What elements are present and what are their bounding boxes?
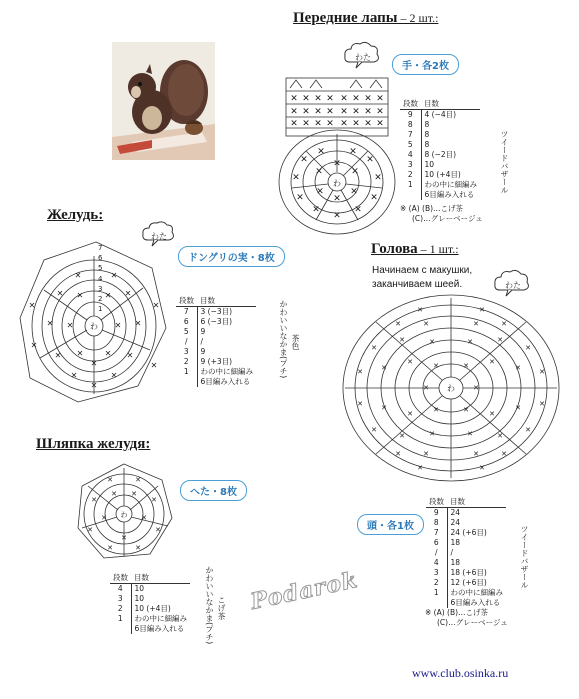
svg-text:✕: ✕ xyxy=(333,159,341,169)
svg-text:✕: ✕ xyxy=(302,107,310,117)
svg-text:✕: ✕ xyxy=(473,450,479,458)
cap-row xyxy=(110,614,190,624)
head-row-number: 6 xyxy=(426,538,447,548)
svg-text:1: 1 xyxy=(98,305,103,313)
svg-text:✕: ✕ xyxy=(126,351,134,360)
svg-text:2: 2 xyxy=(98,295,103,303)
paws-row xyxy=(400,150,480,160)
head-row xyxy=(426,578,506,588)
paws-row-number: 8 xyxy=(400,120,421,130)
cap-yarn-label: かわいいなかま(プチ) xyxy=(205,566,214,645)
head-note xyxy=(372,264,472,292)
head-chart xyxy=(340,292,562,484)
acorn-title: Желудь: xyxy=(47,207,104,223)
head-note-line-2: заканчиваем шеей. xyxy=(372,279,463,290)
svg-text:✕: ✕ xyxy=(423,450,429,458)
head-row xyxy=(426,598,506,608)
svg-text:✕: ✕ xyxy=(302,119,310,129)
svg-text:✕: ✕ xyxy=(76,291,84,300)
svg-text:✕: ✕ xyxy=(376,119,384,129)
svg-text:6: 6 xyxy=(98,254,103,262)
acorn-row-number: 3 xyxy=(176,347,197,357)
acorn-row xyxy=(176,337,256,347)
acorn-stitch-count: 9 xyxy=(200,347,206,356)
svg-text:✕: ✕ xyxy=(467,338,473,346)
head-table xyxy=(426,496,506,608)
paws-row-number: 7 xyxy=(400,130,421,140)
cap-stitch-count: 10 xyxy=(134,584,145,593)
svg-text:✕: ✕ xyxy=(315,167,323,177)
acorn-row xyxy=(176,357,256,367)
svg-text:✕: ✕ xyxy=(501,450,507,458)
cap-center-label: わ xyxy=(120,511,128,519)
paws-row-number xyxy=(400,190,421,200)
cap-pill-label: へた・8枚 xyxy=(180,480,247,501)
head-row-number: 2 xyxy=(426,578,447,588)
svg-text:3: 3 xyxy=(98,285,103,293)
svg-text:5: 5 xyxy=(98,264,103,272)
svg-text:✕: ✕ xyxy=(314,94,322,104)
paws-center-label: わ xyxy=(333,179,341,188)
svg-text:✕: ✕ xyxy=(124,289,132,298)
cap-row-number xyxy=(110,624,131,634)
paws-title: Передние лапы – 2 шт.: xyxy=(293,10,439,26)
head-row-number: 3 xyxy=(426,568,447,578)
svg-text:✕: ✕ xyxy=(433,406,439,414)
paws-stitch-count: 8 (−2目) xyxy=(424,150,457,159)
paws-stitch-count: 8 xyxy=(424,140,430,149)
head-stitch-count: 18 (+6目) xyxy=(450,568,487,577)
svg-text:✕: ✕ xyxy=(296,193,304,203)
svg-text:✕: ✕ xyxy=(317,147,325,157)
head-stitch-count: 12 (+6目) xyxy=(450,578,487,587)
svg-text:✕: ✕ xyxy=(302,94,310,104)
head-row-number: 7 xyxy=(426,528,447,538)
cap-chart xyxy=(74,462,174,562)
svg-text:✕: ✕ xyxy=(74,271,82,280)
svg-text:✕: ✕ xyxy=(91,496,97,504)
svg-text:✕: ✕ xyxy=(349,147,357,157)
head-title: Голова – 1 шт.: xyxy=(371,241,459,257)
svg-text:✕: ✕ xyxy=(497,336,503,344)
svg-text:✕: ✕ xyxy=(54,351,62,360)
acorn-stitch-count: わの中に細編み xyxy=(200,367,253,376)
paws-cloud-label: わた xyxy=(355,53,371,62)
svg-text:✕: ✕ xyxy=(340,94,348,104)
acorn-stitch-count: 6 (−3目) xyxy=(200,317,233,326)
acorn-row-number: / xyxy=(176,337,197,347)
cap-row-number: 1 xyxy=(110,614,131,624)
paws-row-number: 4 xyxy=(400,150,421,160)
paws-legend-line-1: ※ (A) (B)…こげ茶 xyxy=(400,204,464,213)
cap-title: Шляпка желудя: xyxy=(36,436,151,452)
svg-text:✕: ✕ xyxy=(467,430,473,438)
svg-text:✕: ✕ xyxy=(326,119,334,129)
cap-row xyxy=(110,584,190,595)
head-row xyxy=(426,588,506,598)
svg-text:✕: ✕ xyxy=(352,107,360,117)
cap-row-number: 3 xyxy=(110,594,131,604)
svg-text:✕: ✕ xyxy=(101,514,107,522)
svg-text:✕: ✕ xyxy=(333,194,341,204)
svg-text:✕: ✕ xyxy=(76,349,84,358)
head-stitch-count: 24 (+6目) xyxy=(450,528,487,537)
svg-text:✕: ✕ xyxy=(463,406,469,414)
svg-text:✕: ✕ xyxy=(290,107,298,117)
svg-text:✕: ✕ xyxy=(479,464,485,472)
head-row-number: 8 xyxy=(426,518,447,528)
svg-text:✕: ✕ xyxy=(515,404,521,412)
acorn-stitch-count: 9 (+3目) xyxy=(200,357,233,366)
svg-text:✕: ✕ xyxy=(87,526,93,534)
acorn-row xyxy=(176,317,256,327)
svg-text:✕: ✕ xyxy=(110,371,118,380)
svg-text:✕: ✕ xyxy=(473,384,479,392)
svg-text:✕: ✕ xyxy=(497,432,503,440)
paws-row xyxy=(400,120,480,130)
svg-text:✕: ✕ xyxy=(333,211,341,221)
svg-text:✕: ✕ xyxy=(150,361,158,370)
svg-text:✕: ✕ xyxy=(525,426,531,434)
paws-yarn-label: ツイードバザール xyxy=(500,130,509,194)
svg-text:✕: ✕ xyxy=(141,514,147,522)
svg-text:✕: ✕ xyxy=(90,359,98,368)
svg-text:✕: ✕ xyxy=(395,320,401,328)
head-row xyxy=(426,508,506,519)
svg-text:✕: ✕ xyxy=(340,107,348,117)
svg-text:✕: ✕ xyxy=(66,321,74,330)
acorn-row-number: 2 xyxy=(176,357,197,367)
acorn-stitch-count: 3 (−3目) xyxy=(200,307,233,316)
svg-text:✕: ✕ xyxy=(407,410,413,418)
svg-text:✕: ✕ xyxy=(525,344,531,352)
squirrel-illustration xyxy=(112,42,215,160)
head-stitch-count: 6目編み入れる xyxy=(450,598,501,607)
acorn-row-number: 6 xyxy=(176,317,197,327)
acorn-table xyxy=(176,295,256,387)
svg-text:✕: ✕ xyxy=(374,173,382,183)
cap-col-rows: 段数 xyxy=(110,572,131,584)
acorn-row xyxy=(176,367,256,377)
svg-text:✕: ✕ xyxy=(290,94,298,104)
head-stitch-count: 18 xyxy=(450,558,461,567)
acorn-stitch-count: 9 xyxy=(200,327,206,336)
paws-pill-label: 手・各2枚 xyxy=(392,54,459,75)
svg-text:✕: ✕ xyxy=(151,496,157,504)
svg-text:✕: ✕ xyxy=(399,432,405,440)
head-row-number xyxy=(426,598,447,608)
svg-text:✕: ✕ xyxy=(70,371,78,380)
cap-stitch-count: 10 (+4目) xyxy=(134,604,171,613)
svg-text:✕: ✕ xyxy=(135,476,141,484)
svg-text:✕: ✕ xyxy=(407,358,413,366)
svg-text:✕: ✕ xyxy=(357,368,363,376)
svg-text:✕: ✕ xyxy=(357,400,363,408)
head-row xyxy=(426,528,506,538)
svg-text:✕: ✕ xyxy=(104,349,112,358)
head-center-label: わ xyxy=(447,384,455,393)
acorn-stitch-count: / xyxy=(200,337,204,346)
svg-text:✕: ✕ xyxy=(489,410,495,418)
head-stitch-count: わの中に細編み xyxy=(450,588,503,597)
head-row-number: / xyxy=(426,548,447,558)
svg-text:✕: ✕ xyxy=(423,320,429,328)
svg-text:✕: ✕ xyxy=(340,119,348,129)
paws-table xyxy=(400,98,480,200)
svg-text:✕: ✕ xyxy=(370,193,378,203)
cap-row xyxy=(110,604,190,614)
svg-text:✕: ✕ xyxy=(395,450,401,458)
acorn-cloud-label: わた xyxy=(151,232,167,241)
paws-col-rows: 段数 xyxy=(400,98,421,110)
svg-text:✕: ✕ xyxy=(371,344,377,352)
acorn-row-number: 5 xyxy=(176,327,197,337)
svg-text:✕: ✕ xyxy=(364,119,372,129)
svg-text:✕: ✕ xyxy=(114,321,122,330)
svg-text:✕: ✕ xyxy=(28,301,36,310)
head-note-line-1: Начинаем с макушки, xyxy=(372,265,473,276)
head-yarn-label: ツイードバザール xyxy=(520,525,529,589)
svg-text:✕: ✕ xyxy=(111,490,117,498)
paws-row-number: 9 xyxy=(400,110,421,121)
head-row-number: 9 xyxy=(426,508,447,519)
paws-stitch-count: わの中に細編み xyxy=(424,180,477,189)
svg-text:✕: ✕ xyxy=(473,320,479,328)
acorn-row-labels xyxy=(98,244,103,313)
paws-stitch-count: 4 (−4目) xyxy=(424,110,457,119)
svg-text:✕: ✕ xyxy=(292,173,300,183)
svg-text:✕: ✕ xyxy=(290,119,298,129)
cap-stitch-count: 6目編み入れる xyxy=(134,624,185,633)
cap-row-number: 2 xyxy=(110,604,131,614)
svg-text:✕: ✕ xyxy=(376,94,384,104)
paws-stitch-count: 10 xyxy=(424,160,435,169)
head-row-number: 1 xyxy=(426,588,447,598)
paws-row xyxy=(400,110,480,121)
acorn-row-number: 7 xyxy=(176,307,197,318)
head-row-number: 4 xyxy=(426,558,447,568)
svg-text:✕: ✕ xyxy=(515,364,521,372)
head-stitch-count: 18 xyxy=(450,538,461,547)
svg-text:✕: ✕ xyxy=(107,476,113,484)
svg-text:✕: ✕ xyxy=(429,338,435,346)
svg-text:✕: ✕ xyxy=(155,526,161,534)
svg-text:✕: ✕ xyxy=(381,404,387,412)
acorn-center-label: わ xyxy=(90,322,98,331)
acorn-chart xyxy=(18,238,168,408)
paws-stitch-count: 8 xyxy=(424,120,430,129)
acorn-col-stitches: 目数 xyxy=(197,295,256,307)
acorn-yarn-label: かわいいなかま(プチ) xyxy=(279,300,288,379)
head-row xyxy=(426,548,506,558)
cap-row-number: 4 xyxy=(110,584,131,595)
svg-text:✕: ✕ xyxy=(463,362,469,370)
head-cloud-label: わた xyxy=(505,281,521,290)
head-row xyxy=(426,558,506,568)
cap-stitch-count: 10 xyxy=(134,594,145,603)
svg-text:✕: ✕ xyxy=(423,384,429,392)
head-row xyxy=(426,568,506,578)
paws-row-number: 1 xyxy=(400,180,421,190)
paws-row xyxy=(400,180,480,190)
svg-text:✕: ✕ xyxy=(352,119,360,129)
svg-text:✕: ✕ xyxy=(352,94,360,104)
cap-color-label: こげ茶 xyxy=(217,596,226,620)
acorn-row-number xyxy=(176,377,197,387)
svg-text:✕: ✕ xyxy=(417,306,423,314)
svg-text:✕: ✕ xyxy=(107,544,113,552)
svg-text:✕: ✕ xyxy=(135,544,141,552)
svg-text:✕: ✕ xyxy=(312,205,320,215)
acorn-row xyxy=(176,377,256,387)
cap-row xyxy=(110,624,190,634)
paws-legend xyxy=(400,204,483,224)
paws-row xyxy=(400,170,480,180)
svg-text:✕: ✕ xyxy=(131,490,137,498)
acorn-row xyxy=(176,347,256,357)
svg-text:✕: ✕ xyxy=(479,306,485,314)
svg-text:✕: ✕ xyxy=(376,107,384,117)
head-col-stitches: 目数 xyxy=(447,496,506,508)
svg-text:✕: ✕ xyxy=(134,319,142,328)
svg-text:✕: ✕ xyxy=(433,362,439,370)
paws-stitch-count: 10 (+4目) xyxy=(424,170,461,179)
svg-text:✕: ✕ xyxy=(316,187,324,197)
head-row xyxy=(426,538,506,548)
svg-text:✕: ✕ xyxy=(104,291,112,300)
source-url: www.club.osinka.ru xyxy=(412,666,509,680)
svg-text:✕: ✕ xyxy=(314,119,322,129)
svg-text:✕: ✕ xyxy=(489,358,495,366)
svg-text:✕: ✕ xyxy=(366,155,374,165)
svg-text:✕: ✕ xyxy=(364,107,372,117)
head-row xyxy=(426,518,506,528)
acorn-row xyxy=(176,327,256,337)
svg-text:✕: ✕ xyxy=(56,289,64,298)
watermark: Podarok xyxy=(248,566,361,616)
svg-text:✕: ✕ xyxy=(90,381,98,390)
svg-text:✕: ✕ xyxy=(350,187,358,197)
svg-text:✕: ✕ xyxy=(351,167,359,177)
svg-text:7: 7 xyxy=(98,244,103,252)
paws-row-number: 2 xyxy=(400,170,421,180)
svg-text:✕: ✕ xyxy=(539,400,545,408)
paws-row-number: 3 xyxy=(400,160,421,170)
paws-stitch-count: 8 xyxy=(424,130,430,139)
cap-row xyxy=(110,594,190,604)
svg-text:✕: ✕ xyxy=(381,364,387,372)
paws-row xyxy=(400,190,480,200)
acorn-pill-label: ドングリの実・8枚 xyxy=(178,246,285,267)
cap-table xyxy=(110,572,190,634)
svg-text:✕: ✕ xyxy=(110,271,118,280)
svg-text:✕: ✕ xyxy=(399,336,405,344)
paws-row xyxy=(400,140,480,150)
paws-stitch-count: 6目編み入れる xyxy=(424,190,475,199)
paws-row-number: 5 xyxy=(400,140,421,150)
paws-chart xyxy=(276,76,401,236)
svg-text:✕: ✕ xyxy=(364,94,372,104)
svg-text:✕: ✕ xyxy=(354,205,362,215)
svg-text:✕: ✕ xyxy=(326,107,334,117)
acorn-col-rows: 段数 xyxy=(176,295,197,307)
svg-text:✕: ✕ xyxy=(314,107,322,117)
head-legend xyxy=(425,608,508,628)
head-stitch-count: / xyxy=(450,548,454,557)
head-stitch-count: 24 xyxy=(450,508,461,517)
svg-text:✕: ✕ xyxy=(121,534,127,542)
svg-text:✕: ✕ xyxy=(371,426,377,434)
paws-row xyxy=(400,130,480,140)
svg-text:4: 4 xyxy=(98,275,103,283)
svg-text:✕: ✕ xyxy=(417,464,423,472)
paws-legend-line-2: (C)…グレーベージュ xyxy=(412,214,483,223)
acorn-stitch-count: 6目編み入れる xyxy=(200,377,251,386)
acorn-row-number: 1 xyxy=(176,367,197,377)
svg-text:✕: ✕ xyxy=(300,155,308,165)
head-legend-line-1: ※ (A) (B)…こげ茶 xyxy=(425,608,489,617)
acorn-color-label: 茶色 xyxy=(291,334,300,350)
svg-text:✕: ✕ xyxy=(30,341,38,350)
svg-text:✕: ✕ xyxy=(501,320,507,328)
svg-text:✕: ✕ xyxy=(539,368,545,376)
cap-stitch-count: わの中に細編み xyxy=(134,614,187,623)
head-pill-label: 頭・各1枚 xyxy=(357,514,424,535)
head-stitch-count: 24 xyxy=(450,518,461,527)
head-legend-line-2: (C)…グレーベージュ xyxy=(437,618,508,627)
svg-text:✕: ✕ xyxy=(429,430,435,438)
cap-col-stitches: 目数 xyxy=(131,572,190,584)
paws-row xyxy=(400,160,480,170)
squirrel-photo xyxy=(112,42,215,160)
head-col-rows: 段数 xyxy=(426,496,447,508)
acorn-row xyxy=(176,307,256,318)
paws-col-stitches: 目数 xyxy=(421,98,480,110)
svg-text:✕: ✕ xyxy=(46,319,54,328)
svg-text:✕: ✕ xyxy=(326,94,334,104)
svg-text:✕: ✕ xyxy=(152,301,160,310)
